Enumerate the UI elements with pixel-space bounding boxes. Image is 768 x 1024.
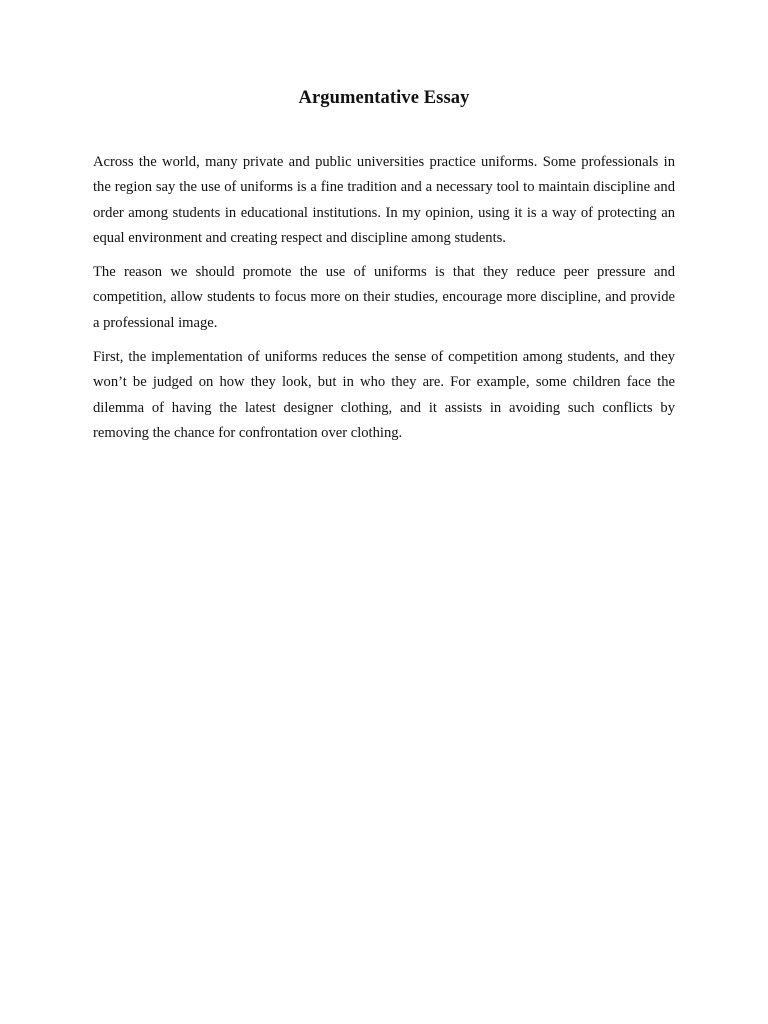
paragraph-intro: Across the world, many private and public universities practice uniforms. Some professionals in the region say the use of uniforms is a fine tradition and a necessary tool to maintain discipline and order among students in educational institutions. In my opinion, using it is a way of protecting an equal environment and creating respect and discipline among students. xyxy=(93,154,675,246)
document-title: Argumentative Essay xyxy=(298,88,470,108)
paragraph-first-argument: First, the implementation of uniforms reduces the sense of competition among students, and they won’t be judged on how they look, but in who they are. For example, some children face the dilemma of having the latest designer clothing, and it assists in avoiding such conflicts by removing the chance for confrontation over clothing. xyxy=(93,349,675,441)
document-body xyxy=(93,150,675,455)
paragraph-thesis: The reason we should promote the use of uniforms is that they reduce peer pressure and competition, allow students to focus more on their studies, encourage more discipline, and provide a professional image. xyxy=(93,264,675,331)
